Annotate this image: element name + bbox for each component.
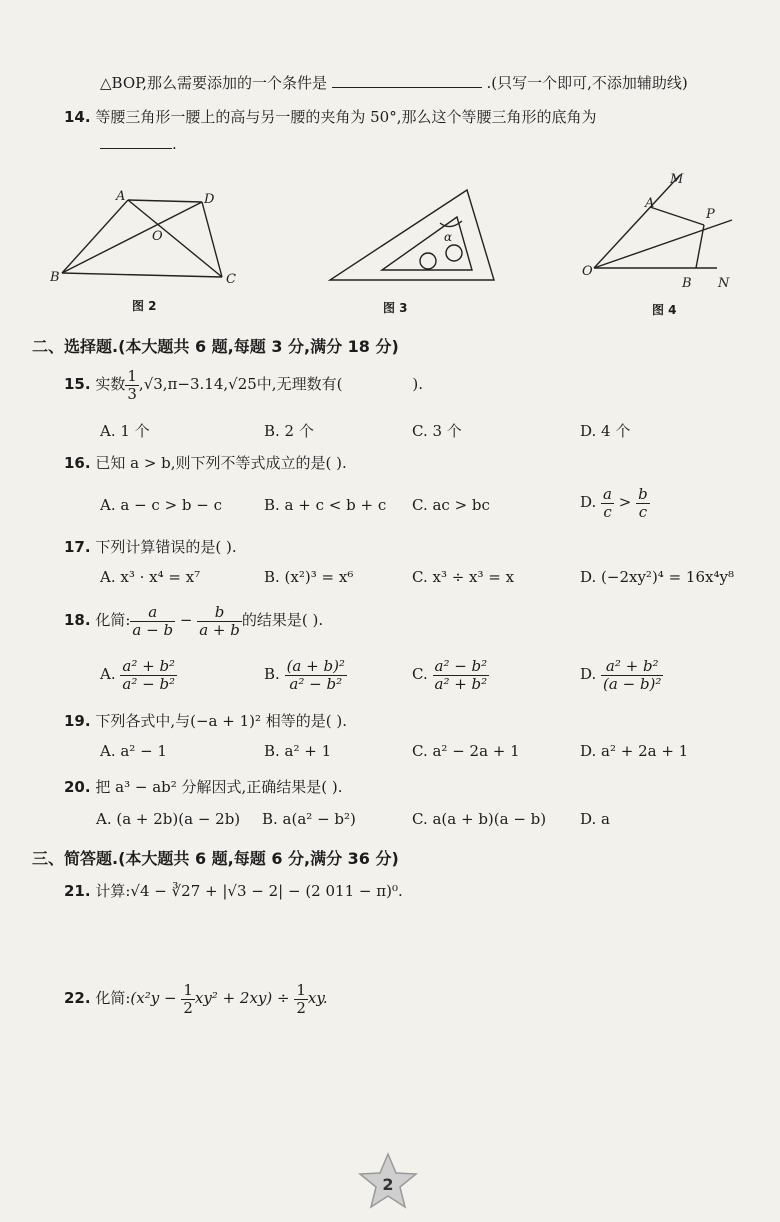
q22-frac-1: $\frac{1}{2}$ [183, 981, 193, 1017]
q20-text: 把 a³ − ab² 分解因式,正确结果是( ). [95, 778, 343, 796]
q18-option-d[interactable] [580, 658, 663, 692]
q16 [64, 452, 347, 473]
q19 [64, 710, 347, 731]
q14-end: . [172, 135, 177, 153]
q17 [64, 536, 237, 557]
q18-d-label: D. [580, 665, 597, 683]
figure-2 [50, 185, 250, 285]
q15-fraction: $\frac{1}{3}$ [127, 367, 137, 403]
q15-pre: 实数 [95, 375, 126, 393]
fig4-label-o: O [582, 264, 593, 279]
q15-number: 15. [64, 375, 91, 393]
q20-number: 20. [64, 778, 91, 796]
q18-a-frac: $\frac{\text{a² + b²}}{\text{a² − b²}}$ [122, 657, 176, 693]
q20 [64, 776, 343, 797]
q19-option-d[interactable]: D. a² + 2a + 1 [580, 742, 689, 760]
q19-option-a[interactable]: A. a² − 1 [100, 742, 167, 760]
q18-c-label: C. [412, 665, 428, 683]
q17-option-a[interactable]: A. x³ · x⁴ = x⁷ [100, 568, 201, 586]
fig2-caption: 图 2 [132, 299, 157, 313]
fig2-label-a: A [116, 189, 126, 204]
fig4-label-p: P [706, 207, 715, 222]
q22-end: xy. [307, 989, 328, 1007]
q18-frac-1: $\frac{a}{a - b}$ [132, 603, 174, 639]
q14-text: 等腰三角形一腰上的高与另一腰的夹角为 50°,那么这个等腰三角形的底角为 [95, 108, 597, 126]
q19-option-b[interactable]: B. a² + 1 [264, 742, 332, 760]
q13-continuation [100, 72, 688, 93]
q17-number: 17. [64, 538, 91, 556]
q20-option-d[interactable]: D. a [580, 810, 610, 828]
section-3-heading: 三、简答题.(本大题共 6 题,每题 6 分,满分 36 分) [32, 849, 399, 868]
q18 [64, 604, 323, 638]
q15-option-a[interactable]: A. 1 个 [100, 422, 150, 440]
q18-end: 的结果是( ). [241, 611, 324, 629]
q14-number: 14. [64, 108, 91, 126]
q16-option-d-label: D. [580, 493, 597, 511]
q17-option-c[interactable]: C. x³ ÷ x³ = x [412, 568, 515, 586]
q17-text: 下列计算错误的是( ). [95, 538, 237, 556]
figure-3 [322, 185, 502, 290]
q16-option-d[interactable] [580, 486, 650, 520]
fig4-caption: 图 4 [652, 303, 677, 317]
q15-option-b[interactable]: B. 2 个 [264, 422, 314, 440]
fig3-caption: 图 3 [383, 301, 408, 315]
q14-blank-line [100, 134, 177, 153]
q20-option-c[interactable]: C. a(a + b)(a − b) [412, 810, 547, 828]
q18-c-frac: $\frac{\text{a² − b²}}{\text{a² + b²}}$ [434, 657, 488, 693]
section-2-heading: 二、选择题.(本大题共 6 题,每题 3 分,满分 18 分) [32, 337, 399, 356]
q22 [64, 982, 328, 1016]
q19-number: 19. [64, 712, 91, 730]
q22-expr: (x²y − [130, 989, 182, 1007]
fig2-label-o: O [152, 229, 163, 244]
q18-option-a[interactable] [100, 658, 177, 692]
fig4-label-a: A [645, 196, 655, 211]
q18-b-label: B. [264, 665, 280, 683]
q18-minus: − [179, 611, 193, 629]
fig3-label-alpha: α [444, 230, 453, 244]
q18-a-label: A. [100, 665, 116, 683]
q21-number: 21. [64, 882, 91, 900]
q16-d-gt: > [618, 493, 632, 511]
q22-pre: 化简: [95, 989, 131, 1007]
q16-option-c[interactable]: C. ac > bc [412, 496, 490, 514]
q21 [64, 880, 403, 901]
q20-option-a[interactable]: A. (a + 2b)(a − 2b) [96, 810, 241, 828]
q17-option-d[interactable]: D. (−2xy²)⁴ = 16x⁴y⁸ [580, 568, 734, 586]
fig2-label-c: C [226, 272, 236, 285]
fig2-label-d: D [204, 192, 215, 207]
q16-text: 已知 a > b,则下列不等式成立的是( ). [95, 454, 347, 472]
q15-option-d[interactable]: D. 4 个 [580, 422, 631, 440]
q13-tail: .(只写一个即可,不添加辅助线) [486, 74, 688, 92]
q18-pre: 化简: [95, 611, 131, 629]
fig4-label-b: B [682, 276, 692, 291]
q14-answer-blank[interactable] [100, 134, 172, 149]
q18-d-frac: $\frac{\text{a² + b²}}{\text{(a − b)²}}$ [603, 657, 662, 693]
q15-end: ). [412, 375, 424, 393]
q16-option-b[interactable]: B. a + c < b + c [264, 496, 387, 514]
q17-option-b[interactable]: B. (x²)³ = x⁶ [264, 568, 354, 586]
q16-number: 16. [64, 454, 91, 472]
q22-mid: xy² + 2xy) ÷ [194, 989, 295, 1007]
q13-answer-blank[interactable] [332, 73, 482, 88]
figure-4 [572, 165, 752, 295]
q21-text: 计算:√4 − ∛27 + |√3 − 2| − (2 011 − π)⁰. [95, 882, 403, 900]
fig4-label-m: M [670, 172, 684, 187]
q18-frac-2: $\frac{b}{a + b}$ [199, 603, 240, 639]
q13-text: △BOP,那么需要添加的一个条件是 [100, 74, 327, 92]
q20-option-b[interactable]: B. a(a² − b²) [262, 810, 356, 828]
q15 [64, 368, 423, 402]
q22-number: 22. [64, 989, 91, 1007]
q14 [64, 106, 597, 127]
q19-option-c[interactable]: C. a² − 2a + 1 [412, 742, 520, 760]
q15-text: ,√3,π−3.14,√25中,无理数有( [138, 375, 343, 393]
q16-d-frac-1: $\frac{a}{c}$ [603, 485, 612, 521]
q16-option-a[interactable]: A. a − c > b − c [100, 496, 223, 514]
fig4-label-n: N [718, 276, 730, 291]
q18-number: 18. [64, 611, 91, 629]
page-number-star [358, 1152, 418, 1210]
q18-option-c[interactable] [412, 658, 489, 692]
q16-d-frac-2: $\frac{b}{c}$ [638, 485, 648, 521]
q15-option-c[interactable]: C. 3 个 [412, 422, 462, 440]
q22-frac-2: $\frac{1}{2}$ [296, 981, 306, 1017]
q18-b-frac: $\frac{\text{(a + b)²}}{\text{a² − b²}}$ [286, 657, 345, 693]
page-number: 2 [382, 1175, 394, 1194]
q19-text: 下列各式中,与(−a + 1)² 相等的是( ). [95, 712, 348, 730]
fig2-label-b: B [50, 270, 60, 285]
q18-option-b[interactable] [264, 658, 347, 692]
